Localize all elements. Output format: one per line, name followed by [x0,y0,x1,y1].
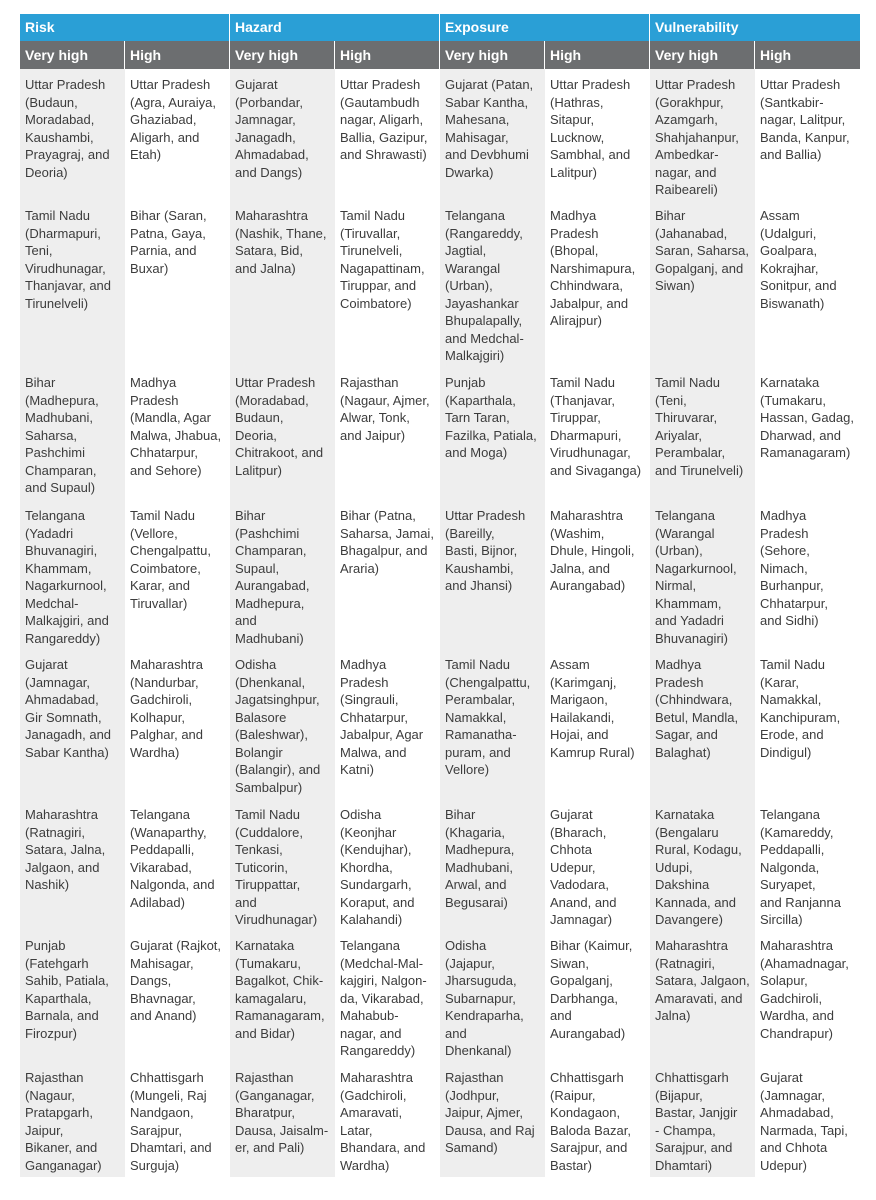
table-cell-hazard-high: Rajasthan (Nagaur, Ajmer, Alwar, Tonk, and Jaipur) [335,367,440,500]
sub-header-exposure-very-high: Very high [440,41,545,69]
table-cell-exposure-very-high: Gujarat (Patan, Sabar Kantha, Mahesana, Mahisagar, and Devbhumi Dwarka) [440,69,545,200]
sub-header-vulnerability-very-high: Very high [650,41,755,69]
table-cell-vulnerability-high: Maharashtra (Ahamadnagar, Solapur, Gadchiroli, Wardha, and Chandrapur) [755,930,860,1062]
table-cell-vulnerability-very-high: Madhya Pradesh (Chhindwara, Betul, Mandla, Sagar, and Balaghat) [650,649,755,799]
table-cell-hazard-high: Odisha (Keonjhar (Kendujhar), Khordha, Sundargarh, Koraput, and Kalahandi) [335,799,440,930]
table-row [20,500,860,649]
group-header-vulnerability: Vulnerability [650,14,860,41]
table-cell-risk-high: Maharashtra (Nandurbar, Gadchiroli, Kolhapur, Palghar, and Wardha) [125,649,230,799]
table-cell-vulnerability-high: Telangana (Kamareddy, Peddapalli, Nalgonda, Suryapet, and Ranjanna Sircilla) [755,799,860,930]
table-cell-exposure-high: Madhya Pradesh (Bhopal, Narshimapura, Chhindwara, Jabalpur, and Alirajpur) [545,200,650,367]
table-cell-vulnerability-very-high: Uttar Pradesh (Gorakhpur, Azamgarh, Shahjahanpur, Ambedkar- nagar, and Raibeareli) [650,69,755,200]
table-row [20,799,860,930]
sub-header-hazard-high: High [335,41,440,69]
sub-header-vulnerability-high: High [755,41,860,69]
table-cell-risk-very-high: Rajasthan (Nagaur, Pratapgarh, Jaipur, Bikaner, and Ganganagar) [20,1062,125,1177]
table-cell-exposure-very-high: Uttar Pradesh (Bareilly, Basti, Bijnor, Kaushambi, and Jhansi) [440,500,545,649]
table-row [20,200,860,367]
table-cell-exposure-high: Gujarat (Bharach, Chhota Udepur, Vadodara, Anand, and Jamnagar) [545,799,650,930]
table-cell-hazard-high: Uttar Pradesh (Gautambudh nagar, Aligarh, Ballia, Gazipur, and Shrawasti) [335,69,440,200]
table-row [20,367,860,500]
table-cell-vulnerability-high: Karnataka (Tumakaru, Hassan, Gadag, Dharwad, and Ramanagaram) [755,367,860,500]
table-cell-risk-very-high: Bihar (Madhepura, Madhubani, Saharsa, Pashchimi Champaran, and Supaul) [20,367,125,500]
table-cell-vulnerability-very-high: Maharashtra (Ratnagiri, Satara, Jalgaon, Amaravati, and Jalna) [650,930,755,1062]
table-cell-hazard-very-high: Odisha (Dhenkanal, Jagatsinghpur, Balasore (Baleshwar), Bolangir (Balangir), and Sambalpur) [230,649,335,799]
table-cell-hazard-very-high: Maharashtra (Nashik, Thane, Satara, Bid, and Jalna) [230,200,335,367]
table-cell-risk-high: Chhattisgarh (Mungeli, Raj Nandgaon, Sarajpur, Dhamtari, and Surguja) [125,1062,230,1177]
table-cell-risk-high: Bihar (Saran, Patna, Gaya, Parnia, and Buxar) [125,200,230,367]
table-cell-hazard-very-high: Uttar Pradesh (Moradabad, Budaun, Deoria, Chitrakoot, and Lalitpur) [230,367,335,500]
table-cell-vulnerability-high: Gujarat (Jamnagar, Ahmadabad, Narmada, Tapi, and Chhota Udepur) [755,1062,860,1177]
table-cell-risk-high: Telangana (Wanaparthy, Peddapalli, Vikarabad, Nalgonda, and Adilabad) [125,799,230,930]
table-cell-hazard-very-high: Rajasthan (Ganganagar, Bharatpur, Dausa, Jaisalm- er, and Pali) [230,1062,335,1177]
table-cell-risk-very-high: Tamil Nadu (Dharmapuri, Teni, Virudhunagar, Thanjavar, and Tirunelveli) [20,200,125,367]
table-cell-risk-very-high: Punjab (Fatehgarh Sahib, Patiala, Kaparthala, Barnala, and Firozpur) [20,930,125,1062]
table-cell-hazard-very-high: Bihar (Pashchimi Champaran, Supaul, Aurangabad, Madhepura, and Madhubani) [230,500,335,649]
table-cell-vulnerability-high: Madhya Pradesh (Sehore, Nimach, Burhanpur, Chhatarpur, and Sidhi) [755,500,860,649]
table-cell-risk-high: Madhya Pradesh (Mandla, Agar Malwa, Jhabua, Chhatarpur, and Sehore) [125,367,230,500]
group-header-risk: Risk [20,14,230,41]
table-cell-vulnerability-very-high: Bihar (Jahanabad, Saran, Saharsа, Gopalganj, and Siwan) [650,200,755,367]
sub-header-risk-very-high: Very high [20,41,125,69]
table-cell-hazard-very-high: Karnataka (Tumakaru, Bagalkot, Chik- kamagalaru, Ramanagaram, and Bidar) [230,930,335,1062]
table-cell-risk-very-high: Gujarat (Jamnagar, Ahmadabad, Gir Somnath, Janagadh, and Sabar Kantha) [20,649,125,799]
table-cell-exposure-very-high: Telangana (Rangareddy, Jagtial, Warangal (Urban), Jayashankar Bhupalapally, and Medchal- Malkajgiri) [440,200,545,367]
table-cell-exposure-high: Bihar (Kaimur, Siwan, Gopalganj, Darbhanga, and Aurangabad) [545,930,650,1062]
table-cell-risk-high: Uttar Pradesh (Agra, Auraiya, Ghaziabad, Aligarh, and Etah) [125,69,230,200]
group-header-exposure: Exposure [440,14,650,41]
sub-header-hazard-very-high: Very high [230,41,335,69]
table-row [20,649,860,799]
table-cell-hazard-high: Tamil Nadu (Tiruvallar, Tirunelveli, Nagapattinam, Tiruppar, and Coimbatore) [335,200,440,367]
table-cell-exposure-very-high: Odisha (Jajapur, Jharsuguda, Subarnapur, Kendraparha, and Dhenkanal) [440,930,545,1062]
table-cell-risk-very-high: Uttar Pradesh (Budaun, Moradabad, Kaushambi, Prayagraj, and Deoria) [20,69,125,200]
table-cell-exposure-high: Uttar Pradesh (Hathras, Sitapur, Lucknow, Sambhal, and Lalitpur) [545,69,650,200]
table-cell-risk-high: Gujarat (Rajkot, Mahisagar, Dangs, Bhavnagar, and Anand) [125,930,230,1062]
table-row [20,1062,860,1177]
table-cell-vulnerability-very-high: Tamil Nadu (Teni, Thiruvarar, Ariyalar, Perambalar, and Tirunelveli) [650,367,755,500]
table-cell-vulnerability-high: Assam (Udalguri, Goalpara, Kokrajhar, Sonitpur, and Biswanath) [755,200,860,367]
table-cell-vulnerability-very-high: Chhattisgarh (Bijapur, Bastar, Janjgir - Champa, Sarajpur, and Dhamtari) [650,1062,755,1177]
table-cell-risk-high: Tamil Nadu (Vellore, Chengalpattu, Coimbatore, Karar, and Tiruvallar) [125,500,230,649]
table-cell-vulnerability-high: Uttar Pradesh (Santkabir- nagar, Lalitpur, Banda, Kanpur, and Ballia) [755,69,860,200]
table-cell-hazard-very-high: Tamil Nadu (Cuddalore, Tenkasi, Tuticorin, Tiruppattar, and Virudhunagar) [230,799,335,930]
table-body [20,69,860,1177]
table-cell-hazard-high: Telangana (Medchal-Mal- kajgiri, Nalgon- da, Vikarabad, Mahabub- nagar, and Rangareddy) [335,930,440,1062]
table-cell-hazard-high: Bihar (Patna, Saharsa, Jamai, Bhagalpur, and Araria) [335,500,440,649]
table-cell-exposure-very-high: Tamil Nadu (Chengalpattu, Perambalar, Namakkal, Ramanatha- puram, and Vellore) [440,649,545,799]
group-header-hazard: Hazard [230,14,440,41]
table-cell-vulnerability-very-high: Karnataka (Bengalaru Rural, Kodagu, Udupi, Dakshina Kannada, and Davangere) [650,799,755,930]
sub-header-exposure-high: High [545,41,650,69]
table-row [20,69,860,200]
table-cell-exposure-very-high: Punjab (Kaparthala, Tarn Taran, Fazilka, Patiala, and Moga) [440,367,545,500]
table-cell-exposure-high: Assam (Karimganj, Marigaon, Hailakandi, Hojai, and Kamrup Rural) [545,649,650,799]
table-cell-vulnerability-very-high: Telangana (Warangal (Urban), Nagarkurnool, Nirmal, Khammam, and Yadadri Bhuvanagiri) [650,500,755,649]
table-cell-exposure-high: Maharashtra (Washim, Dhule, Hingoli, Jalna, and Aurangabad) [545,500,650,649]
table-cell-hazard-high: Maharashtra (Gadchiroli, Amaravati, Latar, Bhandara, and Wardha) [335,1062,440,1177]
table-cell-hazard-high: Madhya Pradesh (Singrauli, Chhatarpur, Jabalpur, Agar Malwa, and Katni) [335,649,440,799]
table-cell-vulnerability-high: Tamil Nadu (Karar, Namakkal, Kanchipuram, Erode, and Dindigul) [755,649,860,799]
district-classification-table [20,14,860,1177]
group-header-row [20,14,860,41]
table-cell-exposure-high: Chhattisgarh (Raipur, Kondagaon, Baloda Bazar, Sarajpur, and Bastar) [545,1062,650,1177]
table-row [20,930,860,1062]
sub-header-risk-high: High [125,41,230,69]
table-cell-exposure-very-high: Bihar (Khagaria, Madhepura, Madhubani, Arwal, and Begusarai) [440,799,545,930]
table-cell-exposure-very-high: Rajasthan (Jodhpur, Jaipur, Ajmer, Dausa, and Raj Samand) [440,1062,545,1177]
table-cell-exposure-high: Tamil Nadu (Thanjavar, Tiruppar, Dharmapuri, Virudhunagar, and Sivaganga) [545,367,650,500]
table-cell-risk-very-high: Telangana (Yadadri Bhuvanagiri, Khammam, Nagarkurnool, Medchal- Malkajgiri, and Rangareddy) [20,500,125,649]
sub-header-row [20,41,860,69]
table-cell-risk-very-high: Maharashtra (Ratnagiri, Satara, Jalna, Jalgaon, and Nashik) [20,799,125,930]
table-cell-hazard-very-high: Gujarat (Porbandar, Jamnagar, Janagadh, Ahmadabad, and Dangs) [230,69,335,200]
